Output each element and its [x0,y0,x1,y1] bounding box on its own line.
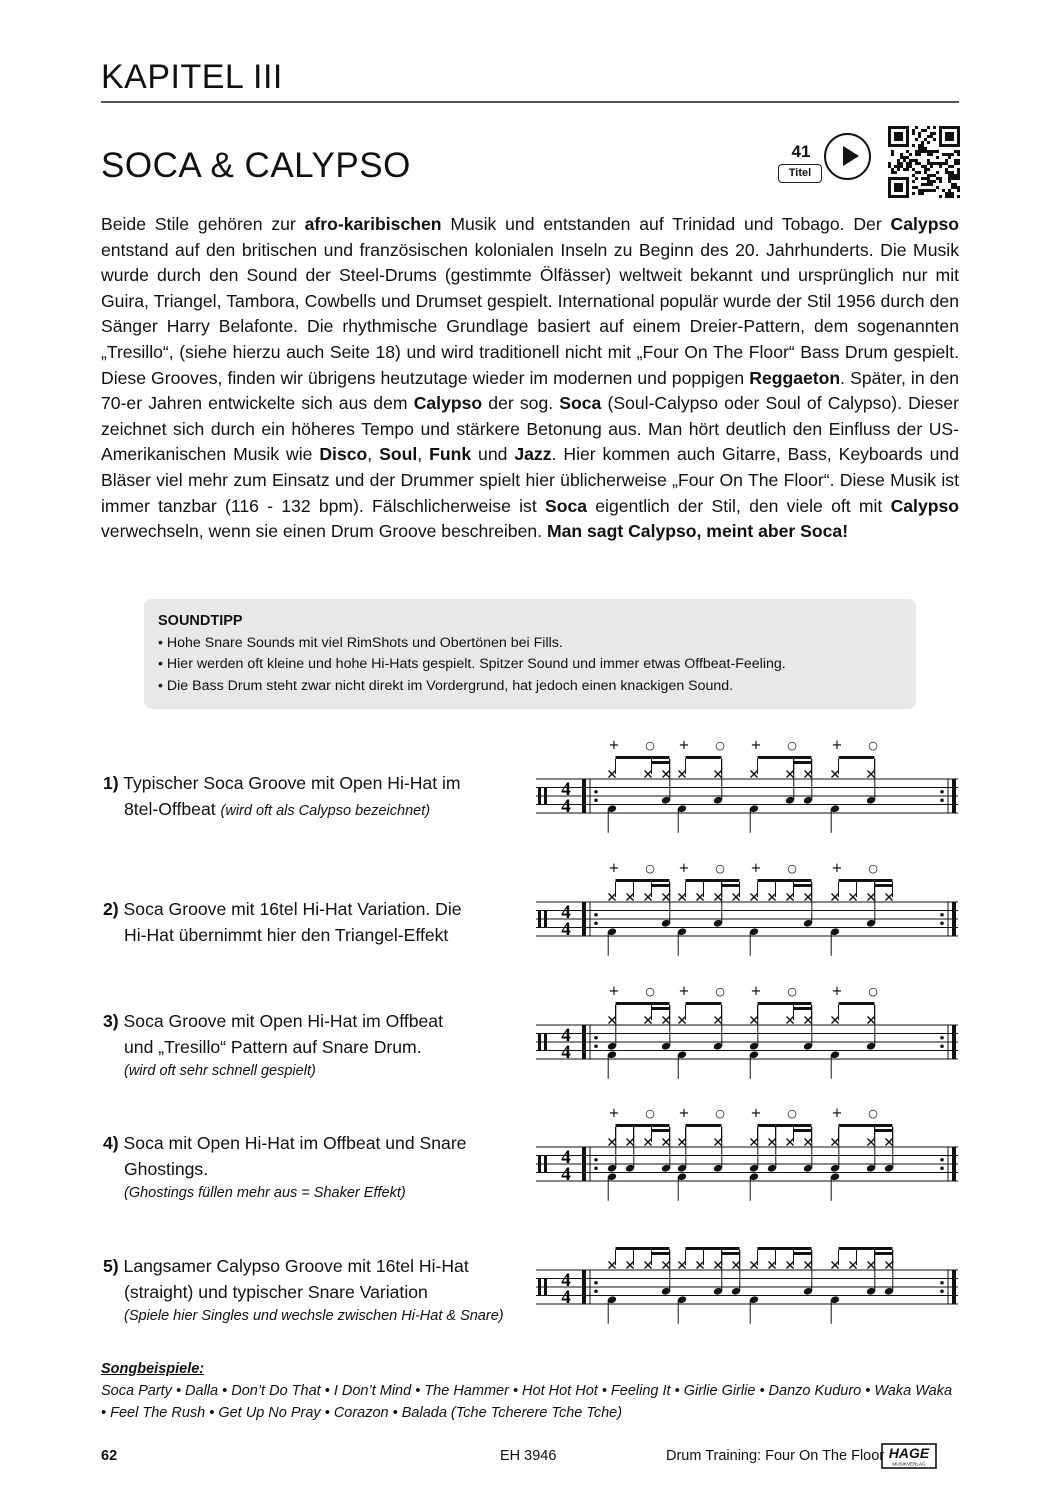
time-signature-top: 4 [561,779,571,800]
note-beam [652,761,670,764]
repeat-start-bar [582,902,586,936]
note-beam [794,1252,812,1255]
intro-bold-term: Jazz [514,444,552,465]
example-4-description [103,1130,523,1204]
publisher-name: HAGE [888,1445,930,1461]
example-note: (wird oft sehr schnell gespielt) [124,1063,316,1079]
example-number: 3) [103,1011,119,1031]
hihat-closed-mark: + [608,984,620,999]
example-1-description [103,770,523,822]
soundtipp-item: • Die Bass Drum steht zwar nicht direkt im Vordergrund, hat jedoch einen knackigen Sound. [158,677,734,694]
page-number: 62 [101,1448,118,1464]
hihat-closed-mark: + [750,1106,762,1121]
time-signature-top: 4 [561,1147,571,1168]
percussion-clef [544,911,547,928]
percussion-clef [544,1034,547,1051]
drum-notation-staff-5 [532,1228,962,1338]
note-beam [616,1002,670,1005]
repeat-dot [594,1158,598,1162]
intro-bold-term: Calypso [890,495,960,516]
repeat-end-bar [952,779,956,813]
soundtipp-heading: SOUNDTIPP [158,613,243,629]
example-text: Langsamer Calypso Groove mit 16tel Hi-Hat [123,1256,469,1276]
time-signature-bottom: 4 [561,1164,571,1185]
note-beam [652,1129,670,1132]
intro-text: Musik und entstanden auf Trinidad und Tobago. Der [441,214,891,234]
example-text: Soca Groove mit 16tel Hi-Hat Variation. Die [123,899,462,919]
percussion-clef [538,911,541,928]
repeat-end-bar [952,902,956,936]
hihat-open-mark: ○ [645,739,655,752]
intro-bold-term: Soul [379,444,418,465]
intro-bold-term: Reggaeton [749,367,841,388]
repeat-dot [940,1044,944,1048]
note-beam [686,756,722,759]
note-beam [875,1129,893,1132]
intro-text: . Später, in den 70-er Jahren entwickelte sich aus dem [101,367,960,414]
time-signature-bottom: 4 [561,1287,571,1308]
note-beam [652,1252,670,1255]
repeat-dot [940,790,944,794]
note-beam [839,756,875,759]
intro-text: , [367,444,380,465]
track-label: Titel [778,164,822,183]
qr-code-icon[interactable] [888,126,960,198]
intro-text: entstand auf den britischen und französischen kolonialen Inseln zu Beginn des 20. Jahrhunderts. Die Musik wurde durch den Sound der Steel-Drums (gestimmte Ölfässer) weltweit bekannt und ursprünglich nur mit Guira, Triangel, Tambora, Cowbells und Drumset gespielt. International populär wurde der Stil 1956 durch den Sänger Harry Belafonte. Die rhythmische Grundlage basiert auf einem Dreier-Pattern, dem sogenannten „Tresillo“, (siehe hierzu auch Seite 18) und wird traditionell nicht mit „Four On The Floor“ Bass Drum gespielt. Diese Grooves, finden wir übrigens heutzutage wieder im modernen und poppigen [101,239,959,388]
repeat-start-bar [582,1025,586,1059]
hihat-closed-mark: + [831,738,843,753]
hihat-open-mark: ○ [645,862,655,875]
percussion-clef [538,1156,541,1173]
repeat-end-bar [952,1147,956,1181]
intro-bold-term: Calypso [890,214,959,234]
example-2-description [103,896,523,948]
soundtipp-item: • Hohe Snare Sounds mit viel RimShots und Obertönen bei Fills. [158,634,563,651]
intro-bold-term: Disco [319,444,368,465]
track-number: 41 [791,142,811,161]
example-text: Soca Groove mit Open Hi-Hat im Offbeat [123,1011,443,1031]
hihat-open-mark: ○ [868,739,878,752]
drum-notation-staff-2 [532,860,962,970]
note-beam [686,1124,722,1127]
repeat-dot [940,798,944,802]
repeat-start-bar [582,779,586,813]
repeat-dot [940,1166,944,1170]
example-number: 4) [103,1133,119,1153]
intro-text: verwechseln, wenn sie einen Drum Groove beschreiben. [101,521,547,542]
repeat-dot [594,790,598,794]
drum-notation-staff-1 [532,737,962,847]
note-beam [616,756,670,759]
hihat-open-mark: ○ [787,1107,797,1120]
example-3-description [103,1008,523,1082]
example-note: (wird oft als Calypso bezeichnet) [220,803,431,819]
hihat-closed-mark: + [678,984,690,999]
hihat-open-mark: ○ [715,1107,725,1120]
repeat-dot [940,1281,944,1285]
note-beam [839,1002,875,1005]
note-beam [722,884,740,887]
play-icon[interactable] [824,133,871,180]
soundtipp-box [144,599,916,709]
note-beam [758,1002,812,1005]
intro-bold-term: Soca [544,495,588,516]
hihat-open-mark: ○ [868,1107,878,1120]
example-text: und „Tresillo“ Pattern auf Snare Drum. [124,1037,422,1057]
intro-text: Beide Stile gehören zur [101,214,305,234]
time-signature-top: 4 [561,1270,571,1291]
example-number: 5) [103,1256,119,1276]
note-beam [652,884,670,887]
example-text: Hi-Hat übernimmt hier den Triangel-Effekt [124,925,449,945]
repeat-dot [594,921,598,925]
note-beam [616,1247,670,1250]
hihat-open-mark: ○ [868,862,878,875]
intro-text: (Soul-Calypso oder Soul of Calypso). Dieser zeichnet sich durch ein höheres Tempo und stärkere Betonung aus. Man hört deutlich den Einfluss der US-Amerikanischen Musik wie [101,393,959,465]
note-beam [758,756,812,759]
intro-text: der sog. [482,393,560,414]
hihat-closed-mark: + [831,861,843,876]
note-beam [686,1002,722,1005]
hihat-open-mark: ○ [645,1107,655,1120]
note-beam [722,1252,740,1255]
note-beam [839,1247,893,1250]
repeat-dot [940,1158,944,1162]
chapter-heading: KAPITEL III [101,58,283,96]
example-text: Ghostings. [124,1159,209,1179]
note-beam [652,1007,670,1010]
note-beam [758,1124,812,1127]
soundtipp-item: • Hier werden oft kleine und hohe Hi-Hats gespielt. Spitzer Sound und immer etwas Offbeat-Feeling. [158,656,786,672]
note-beam [839,879,893,882]
example-text: Typischer Soca Groove mit Open Hi-Hat im [123,773,461,793]
songs-heading: Songbeispiele: [101,1361,205,1377]
book-title: Drum Training: Four On The Floor [666,1448,885,1464]
repeat-start-bar [582,1147,586,1181]
repeat-end-bar [952,1270,956,1304]
publisher-logo [881,1443,937,1469]
percussion-clef [544,788,547,805]
edition-code: EH 3946 [500,1448,557,1464]
example-number: 2) [103,899,119,919]
repeat-dot [940,1289,944,1293]
example-note: (Spiele hier Singles und wechsle zwischen Hi-Hat & Snare) [124,1308,504,1324]
example-note: (Ghostings füllen mehr aus = Shaker Effekt) [124,1185,406,1201]
note-beam [758,879,812,882]
chapter-divider [101,101,959,103]
drum-notation-staff-3 [532,983,962,1093]
repeat-dot [594,1166,598,1170]
intro-bold-term: Man sagt Calypso, meint aber Soca! [546,521,849,542]
repeat-dot [594,1289,598,1293]
hihat-closed-mark: + [750,861,762,876]
intro-bold-term: Calypso [413,393,483,414]
percussion-clef [544,1156,547,1173]
example-number: 1) [103,773,119,793]
repeat-start-bar [582,1270,586,1304]
hihat-open-mark: ○ [787,739,797,752]
note-beam [616,1124,670,1127]
note-beam [875,1252,893,1255]
repeat-dot [594,798,598,802]
repeat-dot [594,1281,598,1285]
hihat-closed-mark: + [678,1106,690,1121]
hihat-closed-mark: + [750,738,762,753]
example-5-description [103,1253,523,1327]
hihat-open-mark: ○ [787,985,797,998]
hihat-closed-mark: + [608,1106,620,1121]
hihat-open-mark: ○ [868,985,878,998]
time-signature-top: 4 [561,1025,571,1046]
percussion-clef [538,788,541,805]
hihat-closed-mark: + [831,1106,843,1121]
repeat-dot [940,1036,944,1040]
intro-bold-term: Funk [429,444,472,465]
drum-notation-staff-4 [532,1105,962,1215]
note-beam [616,879,670,882]
repeat-dot [594,913,598,917]
hihat-open-mark: ○ [645,985,655,998]
hihat-closed-mark: + [678,861,690,876]
repeat-dot [594,1044,598,1048]
percussion-clef [538,1034,541,1051]
time-signature-bottom: 4 [561,919,571,940]
intro-bold-term: Soca [559,393,602,414]
note-beam [794,761,812,764]
note-beam [794,1129,812,1132]
hihat-open-mark: ○ [715,985,725,998]
hihat-closed-mark: + [750,984,762,999]
intro-bold-term: afro-karibischen [304,214,442,234]
hihat-closed-mark: + [608,861,620,876]
note-beam [794,1007,812,1010]
time-signature-bottom: 4 [561,1042,571,1063]
percussion-clef [544,1279,547,1296]
hihat-open-mark: ○ [715,739,725,752]
songs-list: Soca Party • Dalla • Don’t Do That • I Don’t Mind • The Hammer • Hot Hot Hot • Feeling It • Girlie Girlie • Danzo Kuduro • Waka Waka • Feel The Rush • Get Up No Pray • Corazon • Balada (Tche Tcherere Tche Tche) [101,1383,953,1421]
time-signature-bottom: 4 [561,796,571,817]
publisher-sub: MUSIKVERLAG [892,1461,926,1467]
example-text: (straight) und typischer Snare Variation [124,1282,428,1302]
intro-text: . Hier kommen auch Gitarre, Bass, Keyboards und Bläser viel mehr zum Einsatz und der Drummer spielt hier üblicherweise „Four On The Floor“. Diese Musik ist immer tanzbar (116 - 132 bpm). Fälschlicherweise ist [101,444,960,516]
repeat-dot [940,921,944,925]
audio-track-badge[interactable] [778,131,874,187]
note-beam [686,879,740,882]
time-signature-top: 4 [561,902,571,923]
note-beam [839,1124,893,1127]
note-beam [794,884,812,887]
percussion-clef [538,1279,541,1296]
note-beam [758,1247,812,1250]
intro-text: eigentlich der Stil, den viele oft mit [587,495,891,516]
hihat-closed-mark: + [678,738,690,753]
repeat-dot [594,1036,598,1040]
page-title: SOCA & CALYPSO [101,146,411,185]
intro-text: , [417,444,430,465]
hihat-closed-mark: + [831,984,843,999]
hihat-open-mark: ○ [787,862,797,875]
repeat-end-bar [952,1025,956,1059]
hihat-open-mark: ○ [715,862,725,875]
example-text: 8tel-Offbeat [124,799,216,819]
intro-text: und [471,444,515,465]
note-beam [686,1247,740,1250]
intro-paragraph [101,212,959,545]
example-text: Soca mit Open Hi-Hat im Offbeat und Snare [123,1133,467,1153]
hihat-closed-mark: + [608,738,620,753]
note-beam [875,884,893,887]
repeat-dot [940,913,944,917]
